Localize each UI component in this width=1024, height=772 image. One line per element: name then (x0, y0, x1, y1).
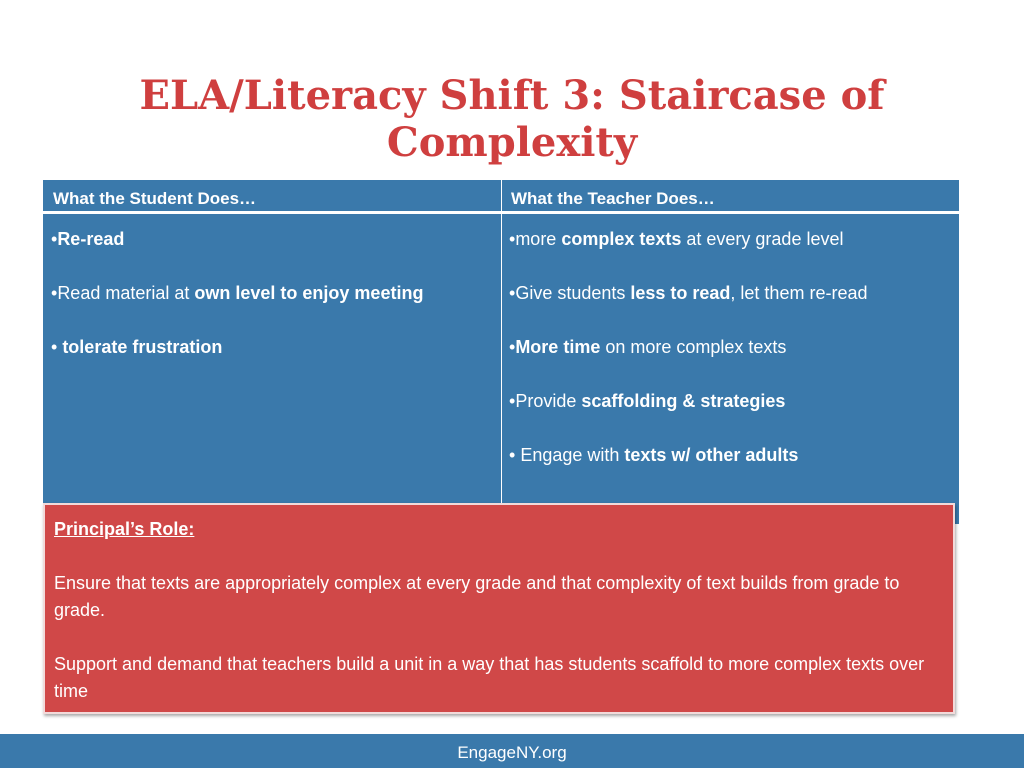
list-item: •more complex texts at every grade level (509, 229, 844, 249)
header-student: What the Student Does… (53, 189, 257, 208)
slide-title: ELA/Literacy Shift 3: Staircase of Complexity (139, 72, 885, 166)
list-item: •Re-read (51, 229, 125, 249)
list-item: •Give students less to read, let them re-read (509, 283, 868, 303)
student-teacher-table (43, 180, 959, 524)
footer-bar (0, 734, 1024, 768)
principal-paragraph-2: Support and demand that teachers build a unit in a way that has students scaffold to more complex texts over time (54, 654, 925, 701)
list-item: • tolerate frustration (51, 337, 223, 357)
footer-text: EngageNY.org (457, 743, 567, 762)
principal-role-heading: Principal’s Role: (54, 519, 195, 539)
student-column (51, 226, 491, 388)
principal-role-box (43, 503, 955, 714)
header-teacher: What the Teacher Does… (511, 189, 715, 208)
principal-paragraph-1: Ensure that texts are appropriately complex at every grade and that complexity of text builds from grade to grade. (54, 573, 900, 620)
list-item: •More time on more complex texts (509, 337, 787, 357)
list-item: • Engage with texts w/ other adults (509, 445, 799, 465)
list-item: •Read material at own level to enjoy meeting (51, 283, 424, 303)
column-divider (501, 180, 502, 524)
teacher-column (509, 226, 949, 496)
list-item: •Provide scaffolding & strategies (509, 391, 786, 411)
principal-role-content (54, 516, 944, 732)
